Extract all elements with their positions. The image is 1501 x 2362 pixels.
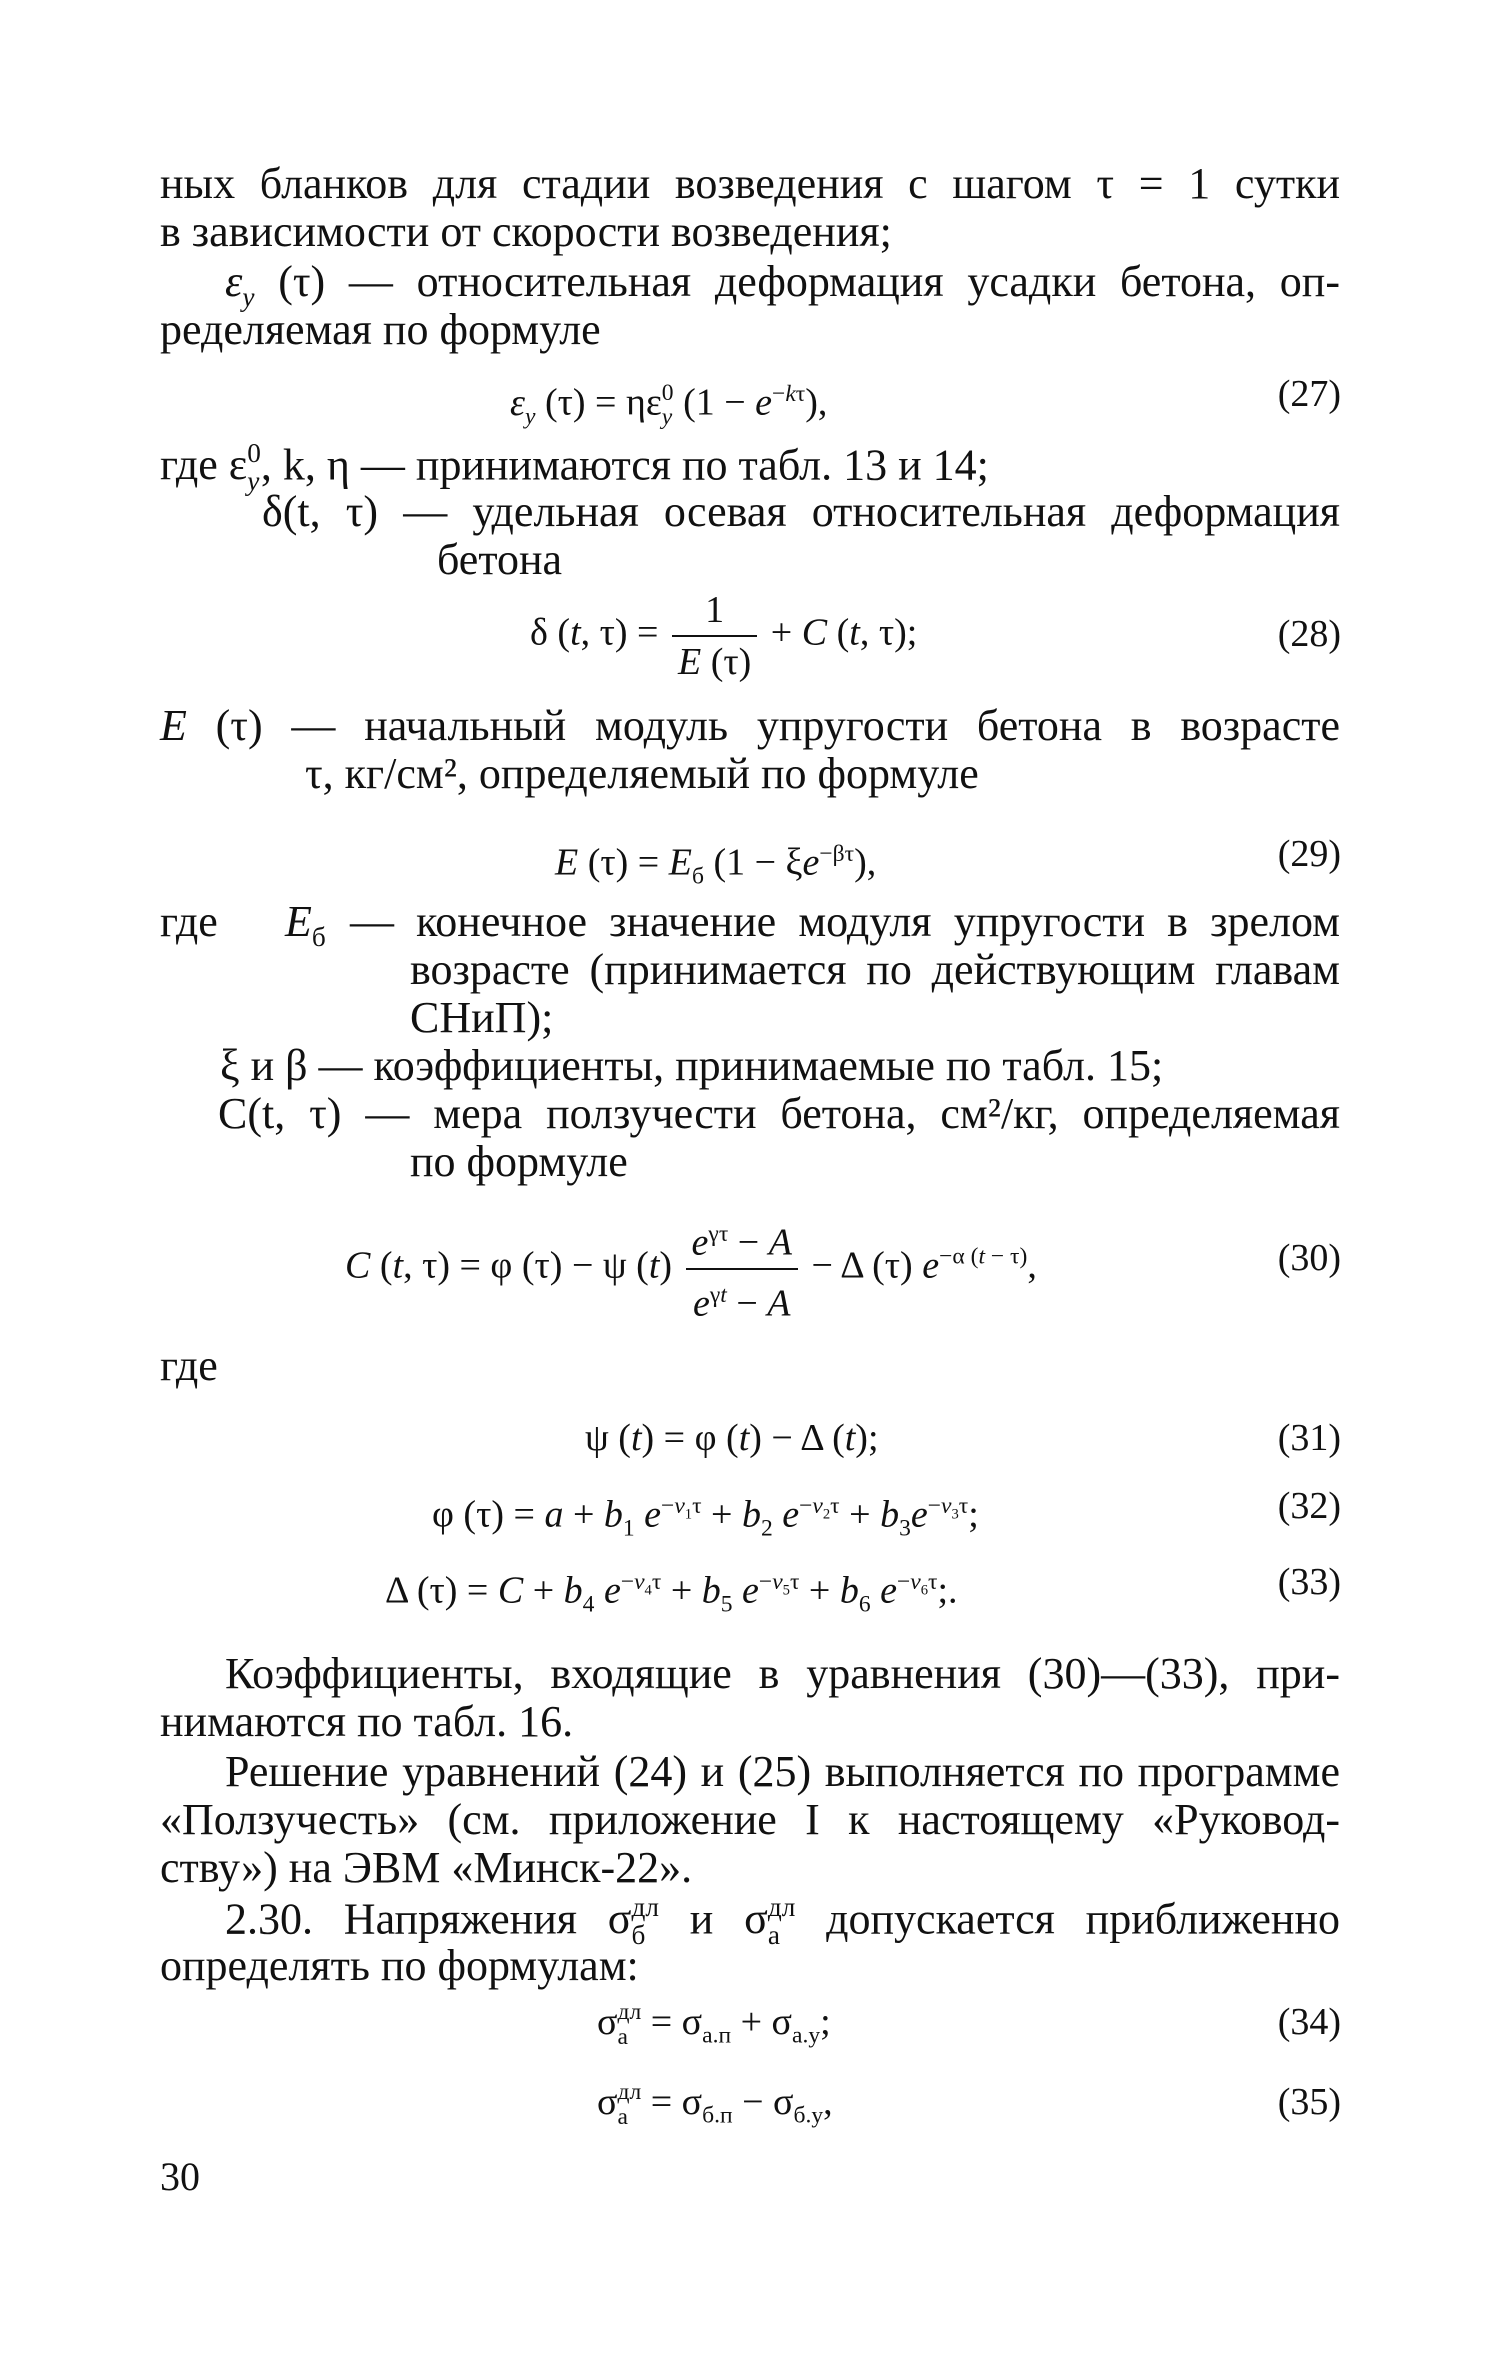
equation-31: ψ (t) = φ (t) − Δ (t); xyxy=(585,1417,879,1459)
symbol-e: E xyxy=(160,701,216,750)
text-line: нимаются по табл. 16. xyxy=(160,1697,574,1746)
equation-number: (30) xyxy=(1277,1237,1341,1279)
text-line: τ, кг/см², определяемый по формуле xyxy=(305,749,979,798)
text-line: Коэффициенты, входящие в уравнения (30)—(33), при- xyxy=(225,1649,1340,1698)
text-line: Решение уравнений (24) и (25) выполняется по программе xyxy=(225,1747,1340,1796)
equation-number: (35) xyxy=(1277,2081,1341,2123)
equation-number: (34) xyxy=(1277,2001,1341,2043)
text-line: δ(t, τ) — удельная осевая относительная деформация xyxy=(262,487,1340,536)
page-number: 30 xyxy=(160,2154,200,2199)
text-line: E (τ) — начальный модуль упругости бетона в возрасте xyxy=(160,701,1340,750)
text-line: ределяемая по формуле xyxy=(160,305,601,354)
equation-35: σ дл а = $\sigma_{б.п} - \sigma_{б.у}$, xyxy=(597,2078,833,2130)
equation-27: $\varepsilon_y$ (τ) = ηε 0 y $(1 - e^{-k\tau})$, xyxy=(510,379,828,431)
equation-30: C (t, τ) = φ (τ) − ψ (t) $\frac{e^{\gamma\tau} - A}{e^{\gamma t} - A}$ − Δ (τ) $e^{-\alpha (t - \tau)}$, xyxy=(345,1212,1037,1325)
equation-number: (28) xyxy=(1277,613,1341,655)
text-line: возрасте (принимается по действующим главам xyxy=(410,945,1340,994)
symbol-epsilon-y: $\varepsilon_y$ xyxy=(225,257,255,312)
equation-number: (27) xyxy=(1277,373,1341,415)
symbol-e-b: $E_б$ xyxy=(285,897,326,952)
text-line: по формуле xyxy=(410,1137,628,1186)
symbol-sigma-a-dl: σ дл а xyxy=(744,1892,796,1951)
text-line: $\varepsilon_y$ (τ) — относительная деформация усадки бетона, оп- xyxy=(225,257,1340,312)
text-line: 2.30. Напряжения σ дл б и σ дл а допускается приближенно xyxy=(225,1892,1341,1951)
text-line: бетона xyxy=(437,535,563,584)
text-line: где ε 0 y , k, η — принимаются по табл. 13 и 14; xyxy=(160,438,989,497)
text-line: «Ползучесть» (см. приложение I к настоящему «Руковод- xyxy=(160,1795,1340,1844)
equation-28: δ (t, τ) = $\frac{1}{E (\tau)}$ + C (t, τ); xyxy=(530,589,918,683)
text-line: ξ и β — коэффициенты, принимаемые по табл. 15; xyxy=(220,1041,1164,1090)
equation-34: σ дл а = $\sigma_{а.п} + \sigma_{а.у}$; xyxy=(597,1998,831,2050)
text-line: определять по формулам: xyxy=(160,1941,639,1990)
equation-number: (33) xyxy=(1277,1561,1341,1603)
text-line: C(t, τ) — мера ползучести бетона, см²/кг, определяемая xyxy=(218,1089,1340,1138)
text-line: в зависимости от скорости возведения; xyxy=(160,207,892,256)
text-line: ных бланков для стадии возведения с шагом τ = 1 сутки xyxy=(160,159,1340,208)
equation-number: (31) xyxy=(1277,1417,1341,1459)
equation-32: φ $(\tau) = a + b_1$ $e^{-v_1\tau} + b_2$ $e^{-v_2\tau} + b_3e^{-v_3\tau}$; xyxy=(432,1493,979,1542)
equation-29: E $(\tau) = E_б$ $(1 - \xi e^{-\beta\tau})$, xyxy=(555,841,877,890)
text-line: где xyxy=(160,897,218,946)
text-line: где xyxy=(160,1341,218,1390)
equation-33: Δ $(\tau) = C + b_4$ $e^{-v_4\tau} + b_5$ $e^{-v_5\tau} + b_6$ $e^{-v_6\tau}$;. xyxy=(385,1569,958,1618)
text-line: СНиП); xyxy=(410,993,554,1042)
equation-number: (32) xyxy=(1277,1485,1341,1527)
symbol-sigma-b-dl: σ дл б xyxy=(607,1892,659,1951)
text-line: ству») на ЭВМ «Минск-22». xyxy=(160,1843,693,1892)
equation-number: (29) xyxy=(1277,833,1341,875)
text-line: — конечное значение модуля упругости в зрелом xyxy=(350,897,1340,946)
